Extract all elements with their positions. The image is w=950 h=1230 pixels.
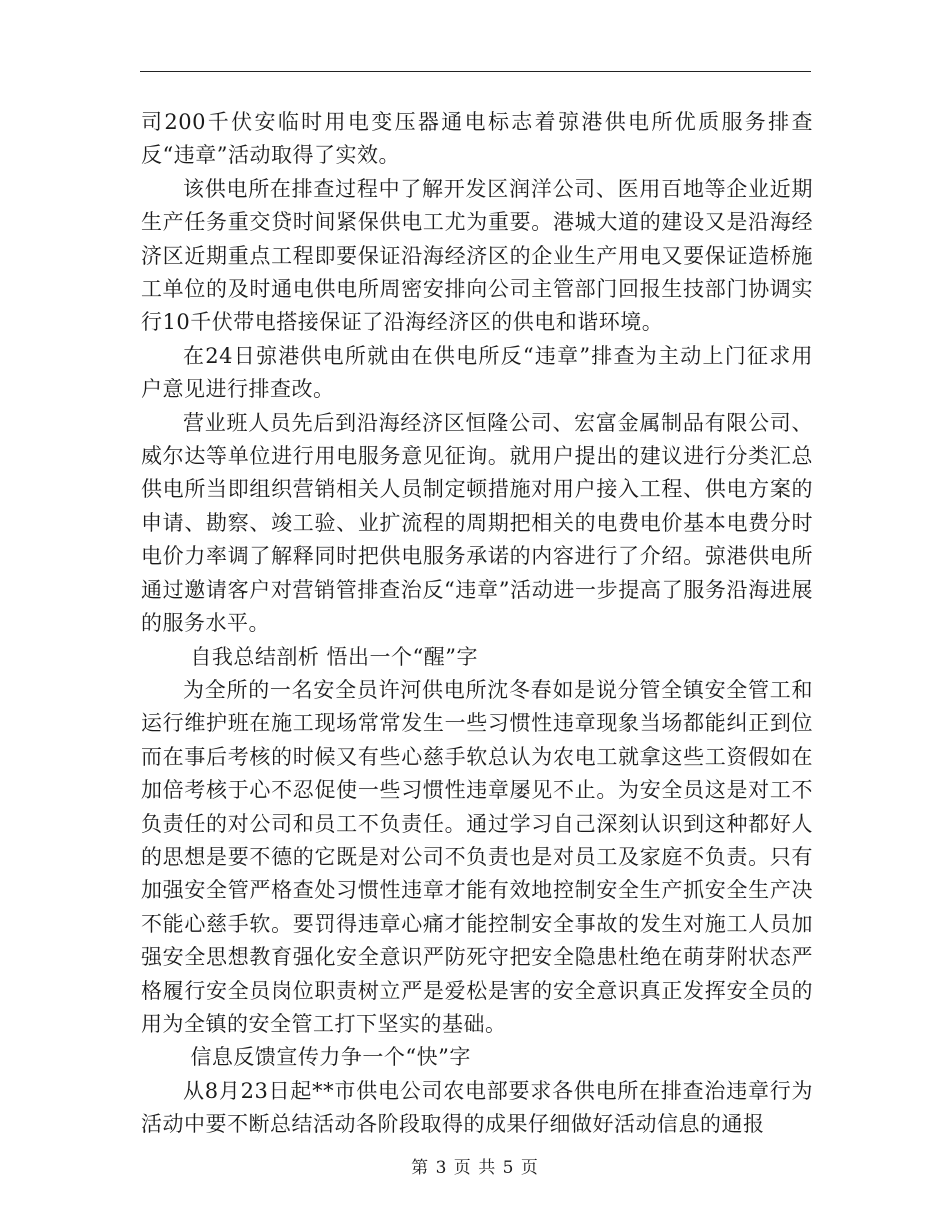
paragraph-safety-officer: 为全所的一名安全员许河供电所沈冬春如是说分管全镇安全管工和运行维护班在施工现场常常发生一些习惯性违章现象当场都能纠正到位而在事后考核的时候又有些心慈手软总认为农电工就拿这些工资假如在加倍考核于心不忍促使一些习惯性违章屡见不止。为安全员这是对工不负责任的对公司和员工不负责任。通过学习自己深刻认识到这种都好人的思想是要不德的它既是对公司不负责也是对员工及家庭不负责。只有加强安全管严格查处习惯性违章才能有效地控制安全生产抓安全生产决不能心慈手软。要罚得违章心痛才能控制安全事故的发生对施工人员加强安全思想教育强化安全意识严防死守把安全隐患杜绝在萌芽附状态严格履行安全员岗位职责树立严是爱松是害的安全意识真正发挥安全员的用为全镇的安全管工打下坚实的基础。 <box>141 677 813 1036</box>
paragraph-user-opinion-visit: 在24日弶港供电所就由在供电所反“违章”排查为主动上门征求用户意见进行排查改。 <box>141 343 813 402</box>
paragraph-service-consultation: 营业班人员先后到沿海经济区恒隆公司、宏富金属制品有限公司、威尔达等单位进行用电服务意见征询。就用户提出的建议进行分类汇总供电所当即组织营销相关人员制定顿措施对用户接入工程、供电方案的申请、勘察、竣工验、业扩流程的周期把相关的电费电价基本电费分时电价力率调了解释同时把供电服务承诺的内容进行了介绍。弶港供电所通过邀请客户对营销管排查治反“违章”活动进一步提高了服务沿海进展的服务水平。 <box>141 410 813 636</box>
header-rule <box>140 71 811 72</box>
paragraph-continuation: 司200千伏安临时用电变压器通电标志着弶港供电所优质服务排查反“违章”活动取得了实效。 <box>141 110 813 168</box>
paragraph-power-supply-guarantee: 该供电所在排查过程中了解开发区润洋公司、医用百地等企业近期生产任务重交贷时间紧保供电工尤为重要。港城大道的建设又是沿海经济区近期重点工程即要保证沿海经济区的企业生产用电又要保证造桥施工单位的及时通电供电所周密安排向公司主管部门回报生技部门协调实行10千伏带电搭接保证了沿海经济区的供电和谐环境。 <box>141 176 813 335</box>
document-body <box>141 106 813 1142</box>
section-heading-self-review: 自我总结剖析 悟出一个“醒”字 <box>190 644 478 669</box>
paragraph-information-report: 从8月23日起**市供电公司农电部要求各供电所在排查治违章行为活动中要不断总结活动各阶段取得的成果仔细做好活动信息的通报 <box>141 1078 813 1137</box>
section-heading-feedback: 信息反馈宣传力争一个“快”字 <box>190 1045 471 1070</box>
page-number-footer: 第 3 页 共 5 页 <box>411 1158 539 1178</box>
